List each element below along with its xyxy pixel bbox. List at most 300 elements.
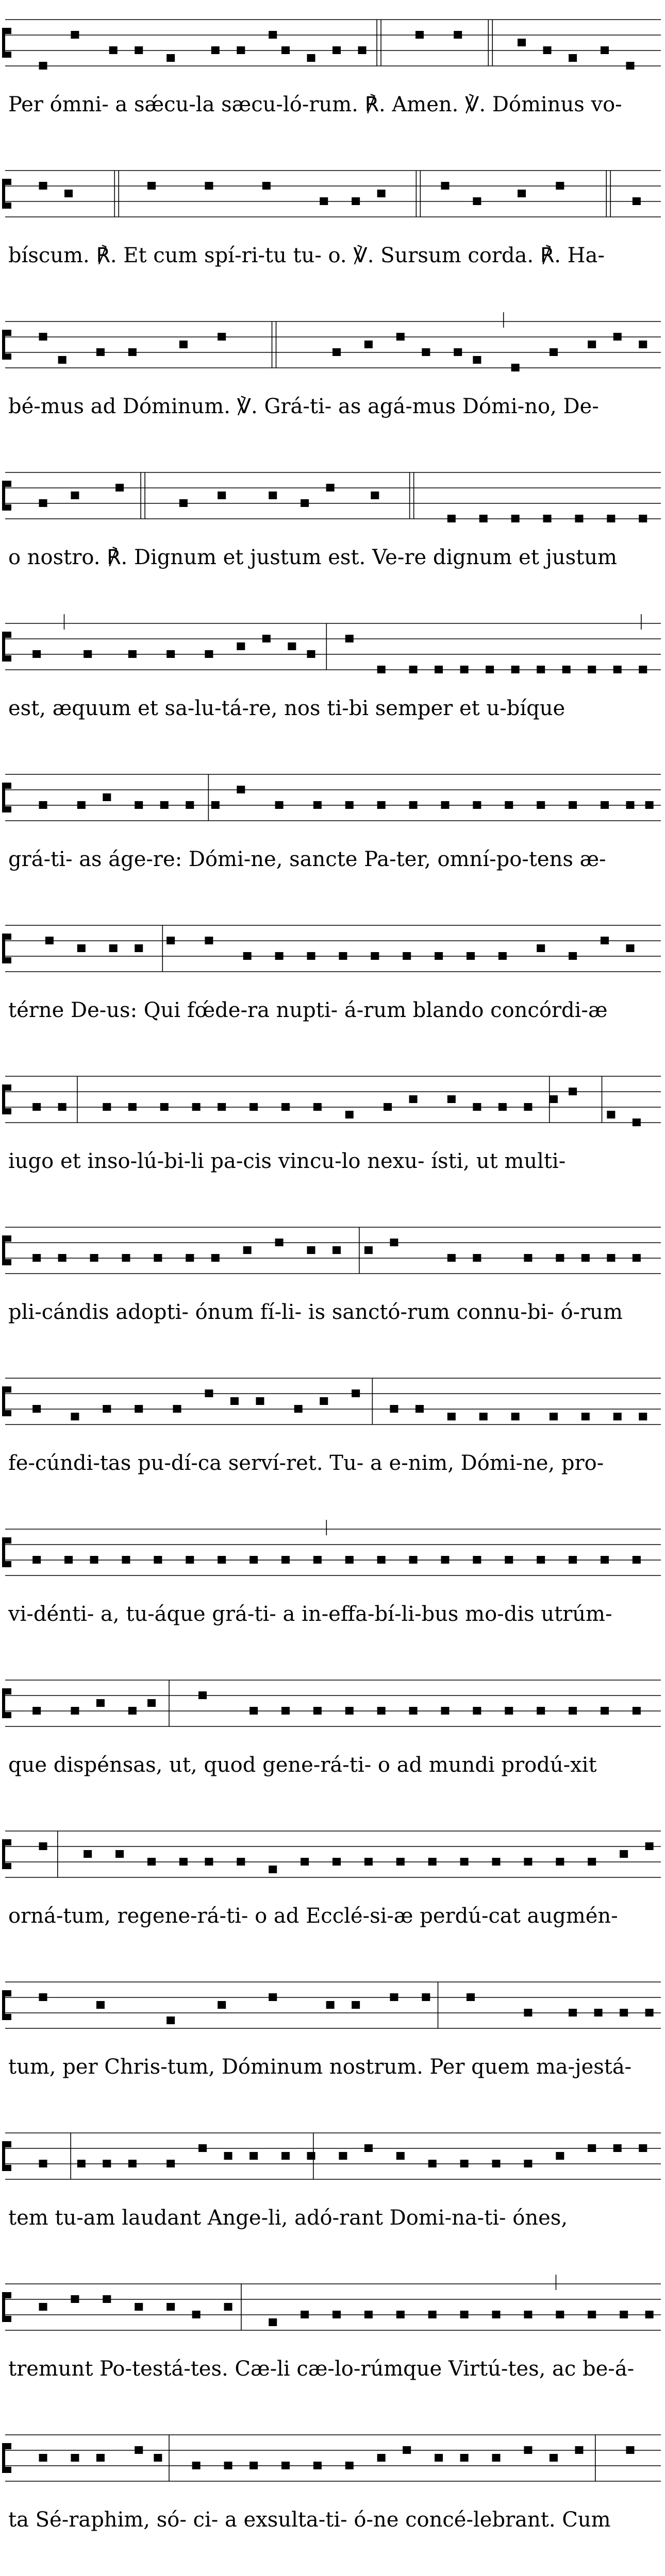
neume-note: [262, 635, 271, 642]
neume-note: [96, 2454, 105, 2462]
lyric-text: fe-cúndi-tas pu-dí-ca serví-ret. Tu- a e-nim, Dómi-ne, pro-: [8, 1451, 604, 1475]
neume-note: [575, 2446, 583, 2454]
neume-note: [467, 952, 475, 960]
neume-note: [639, 1413, 647, 1420]
neume-note: [460, 2160, 469, 2167]
neume-note: [281, 1103, 290, 1111]
neume-note: [179, 1858, 188, 1866]
neume-note: [415, 31, 424, 39]
neume-note: [167, 2160, 175, 2167]
lyric-line: [0, 1297, 665, 1328]
neume-note: [58, 1254, 66, 1262]
lyric-line: [0, 2202, 665, 2233]
neume-note: [109, 46, 118, 54]
neume-note: [441, 801, 449, 809]
neume-note: [377, 190, 386, 197]
neume-note: [409, 801, 418, 809]
neume-note: [205, 1858, 213, 1866]
neume-note: [192, 2462, 201, 2469]
neume-note: [633, 1707, 641, 1715]
neume-note: [639, 2144, 647, 2152]
lyric-line: [0, 391, 665, 422]
neume-note: [505, 1556, 513, 1564]
neume-note: [556, 2311, 564, 2318]
neume-note: [639, 666, 647, 673]
neume-note: [396, 2311, 405, 2318]
neume-note: [345, 1707, 354, 1715]
staff: [0, 2268, 665, 2346]
neume-note: [633, 1254, 641, 1262]
neume-note: [205, 1389, 213, 1397]
chant-system: [0, 2117, 665, 2268]
chant-system: [0, 759, 665, 910]
neume-note: [275, 1239, 284, 1246]
neume-note: [524, 2160, 532, 2167]
c-clef-icon: [2, 2292, 11, 2322]
chant-system: [0, 1212, 665, 1363]
neume-note: [173, 1405, 181, 1413]
lyric-text: térne De-us: Qui fœ́de-ra nupti- á-rum blando concórdi-æ: [8, 998, 608, 1022]
neume-note: [269, 1993, 277, 2001]
neume-note: [473, 1556, 481, 1564]
neume-note: [581, 1413, 590, 1420]
neume-note: [492, 2311, 501, 2318]
neume-note: [45, 937, 54, 944]
neume-note: [262, 182, 271, 190]
neume-note: [32, 650, 41, 658]
neume-note: [537, 1707, 545, 1715]
lyric-text: orná-tum, regene-rá-ti- o ad Ecclé-si-æ perdú-cat augmén-: [8, 1904, 618, 1928]
lyric-line: [0, 2353, 665, 2384]
neume-note: [613, 666, 622, 673]
neume-note: [103, 1405, 111, 1413]
neume-note: [569, 801, 577, 809]
neume-note: [473, 801, 481, 809]
neume-note: [205, 937, 213, 944]
neume-note: [224, 2303, 232, 2311]
neume-note: [505, 801, 513, 809]
neume-note: [396, 333, 405, 341]
lyric-line: [0, 2052, 665, 2082]
neume-note: [371, 492, 379, 499]
neume-note: [409, 666, 418, 673]
neume-note: [250, 1556, 258, 1564]
neume-note: [613, 333, 622, 341]
c-clef-icon: [2, 179, 11, 209]
c-clef-icon: [2, 783, 11, 812]
chant-system: [0, 155, 665, 306]
neume-note: [224, 2462, 232, 2469]
neume-note: [307, 2152, 315, 2160]
neume-note: [524, 2311, 532, 2318]
neume-note: [332, 1246, 341, 1254]
neume-note: [569, 1707, 577, 1715]
neume-note: [237, 1858, 245, 1866]
neume-note: [32, 1103, 41, 1111]
neume-note: [84, 1850, 92, 1858]
staff: [0, 1514, 665, 1591]
neume-note: [32, 1707, 41, 1715]
neume-note: [518, 190, 526, 197]
neume-note: [352, 2001, 360, 2009]
c-clef-icon: [2, 1537, 11, 1567]
neume-note: [607, 515, 615, 522]
neume-note: [96, 348, 105, 356]
neume-note: [243, 1246, 252, 1254]
neume-note: [364, 341, 373, 348]
neume-note: [77, 2160, 86, 2167]
lyric-line: [0, 542, 665, 573]
neume-note: [71, 31, 79, 39]
neume-note: [473, 356, 481, 364]
staff: [0, 1212, 665, 1289]
lyric-text: que dispénsas, ut, quod gene-rá-ti- o ad mundi prodú-xit: [8, 1753, 597, 1777]
lyric-line: [0, 1448, 665, 1479]
staff: [0, 2570, 665, 2576]
neume-note: [301, 499, 309, 507]
neume-note: [390, 1993, 398, 2001]
neume-note: [77, 801, 86, 809]
neume-note: [135, 2446, 143, 2454]
neume-note: [135, 2303, 143, 2311]
staff: [0, 155, 665, 232]
neume-note: [71, 492, 79, 499]
neume-note: [447, 515, 456, 522]
neume-note: [428, 2311, 437, 2318]
neume-note: [64, 1556, 73, 1564]
neume-note: [620, 2311, 628, 2318]
neume-note: [275, 801, 284, 809]
neume-note: [237, 786, 245, 793]
neume-note: [562, 666, 571, 673]
neume-note: [498, 1103, 507, 1111]
staff: [0, 2117, 665, 2195]
neume-note: [428, 1858, 437, 1866]
neume-note: [198, 2144, 207, 2152]
neume-note: [39, 2454, 47, 2462]
chant-system: [0, 910, 665, 1061]
neume-note: [103, 1103, 111, 1111]
neume-note: [332, 348, 341, 356]
neume-note: [218, 333, 226, 341]
neume-note: [39, 1842, 47, 1850]
neume-note: [167, 2303, 175, 2311]
neume-note: [345, 635, 354, 642]
lyric-text: tum, per Chris-tum, Dóminum nostrum. Per quem ma-jestá-: [8, 2055, 632, 2079]
neume-note: [588, 2311, 596, 2318]
neume-note: [588, 2144, 596, 2152]
staff: [0, 1363, 665, 1440]
neume-note: [250, 1707, 258, 1715]
neume-note: [167, 2016, 175, 2024]
neume-note: [84, 650, 92, 658]
neume-note: [71, 1413, 79, 1420]
neume-note: [409, 1556, 418, 1564]
neume-note: [645, 2009, 654, 2016]
neume-note: [58, 1103, 66, 1111]
chant-system: [0, 1665, 665, 1816]
neume-note: [179, 341, 188, 348]
staff: [0, 910, 665, 987]
neume-note: [352, 1389, 360, 1397]
neume-note: [345, 1111, 354, 1118]
neume-note: [384, 1103, 392, 1111]
neume-note: [601, 801, 609, 809]
staff: [0, 1665, 665, 1742]
neume-note: [620, 2009, 628, 2016]
neume-note: [339, 2152, 347, 2160]
neume-note: [345, 2462, 354, 2469]
neume-note: [396, 2152, 405, 2160]
neume-note: [511, 364, 520, 371]
neume-note: [218, 2001, 226, 2009]
neume-note: [326, 2001, 335, 2009]
neume-note: [332, 2311, 341, 2318]
neume-note: [415, 1405, 424, 1413]
neume-note: [115, 484, 124, 492]
neume-note: [313, 801, 322, 809]
neume-note: [511, 515, 520, 522]
neume-note: [250, 2462, 258, 2469]
neume-note: [524, 2446, 532, 2454]
neume-note: [601, 937, 609, 944]
neume-note: [294, 1405, 303, 1413]
neume-note: [103, 2160, 111, 2167]
staff: [0, 4, 665, 81]
neume-note: [447, 1413, 456, 1420]
neume-note: [358, 46, 367, 54]
chant-system: [0, 457, 665, 608]
lyric-line: [0, 1146, 665, 1177]
neume-note: [301, 2311, 309, 2318]
neume-note: [633, 1556, 641, 1564]
neume-note: [243, 952, 252, 960]
neume-note: [313, 1556, 322, 1564]
neume-note: [543, 515, 552, 522]
neume-note: [639, 341, 647, 348]
neume-note: [71, 2295, 79, 2303]
lyric-text: bíscum. ℟. Et cum spí-ri-tu tu- o. ℣. Sursum corda. ℟. Ha-: [8, 244, 605, 267]
neume-note: [313, 1707, 322, 1715]
neume-note: [39, 2160, 47, 2167]
neume-note: [167, 650, 175, 658]
neume-note: [486, 666, 494, 673]
c-clef-icon: [2, 330, 11, 360]
neume-note: [460, 2454, 469, 2462]
neume-note: [479, 515, 488, 522]
neume-note: [269, 492, 277, 499]
neume-note: [460, 666, 469, 673]
neume-note: [498, 952, 507, 960]
neume-note: [511, 1413, 520, 1420]
neume-note: [307, 54, 315, 62]
neume-note: [103, 793, 111, 801]
neume-note: [332, 1858, 341, 1866]
neume-note: [454, 348, 462, 356]
neume-note: [537, 1556, 545, 1564]
neume-note: [218, 492, 226, 499]
chant-system: [0, 2268, 665, 2419]
neume-note: [569, 2009, 577, 2016]
neume-note: [409, 1707, 418, 1715]
neume-note: [269, 31, 277, 39]
lyric-line: [0, 2504, 665, 2535]
neume-note: [128, 1707, 137, 1715]
neume-note: [377, 801, 386, 809]
c-clef-icon: [2, 1386, 11, 1416]
neume-note: [556, 2152, 564, 2160]
neume-note: [135, 801, 143, 809]
neume-note: [39, 1993, 47, 2001]
neume-note: [588, 341, 596, 348]
neume-note: [307, 650, 315, 658]
neume-note: [601, 46, 609, 54]
neume-note: [128, 1103, 137, 1111]
neume-note: [307, 952, 315, 960]
neume-note: [441, 1556, 449, 1564]
staff: [0, 1061, 665, 1138]
neume-note: [275, 952, 284, 960]
neume-note: [192, 1103, 201, 1111]
neume-note: [645, 1842, 654, 1850]
neume-note: [626, 2446, 634, 2454]
neume-note: [320, 197, 328, 205]
neume-note: [409, 1095, 418, 1103]
neume-note: [192, 2311, 201, 2318]
neume-note: [479, 1413, 488, 1420]
neume-note: [281, 2462, 290, 2469]
neume-note: [613, 2144, 622, 2152]
neume-note: [626, 801, 634, 809]
neume-note: [211, 1254, 220, 1262]
neume-note: [186, 801, 194, 809]
neume-note: [377, 2454, 386, 2462]
neume-note: [390, 1239, 398, 1246]
neume-note: [147, 1699, 156, 1707]
lyric-line: [0, 1599, 665, 1630]
neume-note: [96, 2001, 105, 2009]
neume-note: [167, 937, 175, 944]
neume-note: [550, 1413, 558, 1420]
neume-note: [352, 197, 360, 205]
neume-note: [326, 484, 335, 492]
neume-note: [556, 182, 564, 190]
neume-note: [492, 1858, 501, 1866]
neume-note: [218, 1103, 226, 1111]
lyric-text: o nostro. ℟. Dignum et justum est. Ve-re dignum et justum: [8, 546, 617, 569]
lyric-text: tremunt Po-testá-tes. Cæ-li cæ-lo-rúmque Virtú-tes, ac be-á-: [8, 2357, 635, 2381]
neume-note: [550, 2454, 558, 2462]
neume-note: [205, 650, 213, 658]
staff: [0, 608, 665, 685]
neume-note: [447, 1095, 456, 1103]
lyric-text: ta Sé-raphim, só- ci- a exsulta-ti- ó-ne concé-lebrant. Cum: [8, 2508, 611, 2532]
neume-note: [626, 944, 634, 952]
neume-note: [90, 1556, 98, 1564]
neume-note: [639, 515, 647, 522]
lyric-text: bé-mus ad Dóminum. ℣. Grá-ti- as agá-mus Dómi-no, De-: [8, 395, 599, 418]
neume-note: [601, 1556, 609, 1564]
neume-note: [109, 944, 118, 952]
neume-note: [154, 1556, 162, 1564]
lyric-line: [0, 240, 665, 271]
c-clef-icon: [2, 2443, 11, 2473]
neume-note: [32, 1556, 41, 1564]
c-clef-icon: [2, 28, 11, 58]
neume-note: [167, 54, 175, 62]
neume-note: [556, 1858, 564, 1866]
neume-note: [147, 1858, 156, 1866]
neume-note: [607, 1111, 615, 1118]
neume-note: [467, 1993, 475, 2001]
c-clef-icon: [2, 632, 11, 662]
neume-note: [524, 2009, 532, 2016]
neume-note: [269, 1866, 277, 1873]
chant-system: [0, 306, 665, 457]
neume-note: [543, 46, 552, 54]
neume-note: [371, 952, 379, 960]
neume-note: [441, 1707, 449, 1715]
neume-note: [524, 1858, 532, 1866]
neume-note: [313, 1103, 322, 1111]
staff: [0, 457, 665, 534]
neume-note: [269, 2318, 277, 2326]
chant-system: [0, 4, 665, 155]
neume-note: [122, 1556, 130, 1564]
neume-note: [345, 801, 354, 809]
neume-note: [569, 54, 577, 62]
neume-note: [441, 182, 449, 190]
c-clef-icon: [2, 481, 11, 511]
neume-note: [364, 1858, 373, 1866]
neume-note: [645, 2311, 654, 2318]
c-clef-icon: [2, 934, 11, 963]
neume-note: [620, 1850, 628, 1858]
neume-note: [128, 2160, 137, 2167]
neume-note: [147, 182, 156, 190]
chant-system: [0, 1967, 665, 2117]
neume-note: [39, 182, 47, 190]
neume-note: [281, 1707, 290, 1715]
chant-system: [0, 1363, 665, 1514]
lyric-text: vi-dénti- a, tu-áque grá-ti- a in-effa-bí-li-bus mo-dis utrúm-: [8, 1602, 612, 1626]
neume-note: [154, 2454, 162, 2462]
neume-note: [524, 1103, 532, 1111]
neume-note: [250, 1103, 258, 1111]
neume-note: [288, 642, 296, 650]
neume-note: [460, 1858, 469, 1866]
lyric-line: [0, 844, 665, 875]
lyric-text: iugo et inso-lú-bi-li pa-cis vincu-lo nexu- ísti, ut multi-: [8, 1149, 566, 1173]
neume-note: [71, 2454, 79, 2462]
staff: [0, 1967, 665, 2044]
neume-note: [64, 190, 73, 197]
c-clef-icon: [2, 1235, 11, 1265]
neume-note: [224, 2152, 232, 2160]
neume-note: [39, 333, 47, 341]
neume-note: [511, 666, 520, 673]
neume-note: [364, 1246, 373, 1254]
staff: [0, 1816, 665, 1893]
neume-note: [569, 1556, 577, 1564]
neume-note: [135, 944, 143, 952]
neume-note: [460, 2311, 469, 2318]
neume-note: [524, 1254, 532, 1262]
neume-note: [390, 1405, 398, 1413]
lyric-line: [0, 1901, 665, 1931]
staff: [0, 759, 665, 836]
neume-note: [537, 801, 545, 809]
